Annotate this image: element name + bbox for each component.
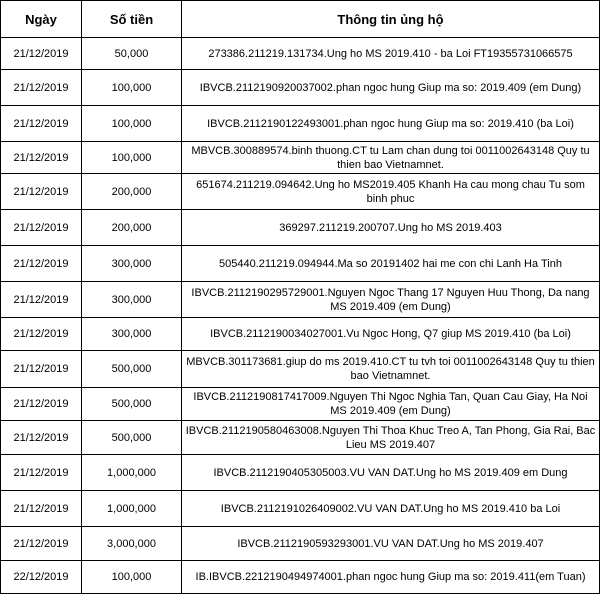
table-row [1,106,600,142]
row-date-cell: 21/12/2019 [1,318,82,351]
row-info-cell: IBVCB.2112190817417009.Nguyen Thi Ngoc Nghia Tan, Quan Cau Giay, Ha Noi MS 2019.409 (em Dung) [182,388,600,421]
row-date-cell: 21/12/2019 [1,142,82,174]
row-amount-cell: 1,000,000 [82,491,182,527]
row-amount-cell: 300,000 [82,246,182,282]
row-info-cell: IBVCB.2112190580463008.Nguyen Thi Thoa Khuc Treo A, Tan Phong, Gia Rai, Bac Lieu MS 2019.407 [182,421,600,455]
row-amount-cell: 500,000 [82,351,182,388]
table-row [1,174,600,210]
row-info-cell: IBVCB.2112190593293001.VU VAN DAT.Ung ho MS 2019.407 [182,527,600,561]
row-info-cell: IBVCB.2112190295729001.Nguyen Ngoc Thang 17 Nguyen Huu Thong, Da nang MS 2019.409 (em Dung) [182,282,600,318]
row-amount-cell: 3,000,000 [82,527,182,561]
row-amount-cell: 300,000 [82,282,182,318]
table-row [1,282,600,318]
row-amount-cell: 100,000 [82,70,182,106]
row-date-cell: 21/12/2019 [1,70,82,106]
row-amount-cell: 1,000,000 [82,455,182,491]
row-amount-cell: 500,000 [82,388,182,421]
row-date-cell: 21/12/2019 [1,351,82,388]
row-date-cell: 21/12/2019 [1,282,82,318]
row-date-cell: 22/12/2019 [1,561,82,594]
row-date-cell: 21/12/2019 [1,421,82,455]
table-row [1,527,600,561]
row-date-cell: 21/12/2019 [1,106,82,142]
row-info-cell: 505440.211219.094944.Ma so 20191402 hai me con chi Lanh Ha Tinh [182,246,600,282]
row-date-cell: 21/12/2019 [1,174,82,210]
row-amount-cell: 200,000 [82,174,182,210]
row-amount-cell: 500,000 [82,421,182,455]
row-info-cell: IBVCB.2112191026409002.VU VAN DAT.Ung ho MS 2019.410 ba Loi [182,491,600,527]
header-info: Thông tin ủng hộ [182,1,600,38]
table-header [1,1,600,38]
row-info-cell: IB.IBVCB.2212190494974001.phan ngoc hung Giup ma so: 2019.411(em Tuan) [182,561,600,594]
row-date-cell: 21/12/2019 [1,210,82,246]
row-amount-cell: 200,000 [82,210,182,246]
row-date-cell: 21/12/2019 [1,246,82,282]
row-info-cell: 273386.211219.131734.Ung ho MS 2019.410 - ba Loi FT19355731066575 [182,38,600,70]
row-info-cell: 369297.211219.200707.Ung ho MS 2019.403 [182,210,600,246]
row-date-cell: 21/12/2019 [1,388,82,421]
row-date-cell: 21/12/2019 [1,38,82,70]
table-row [1,70,600,106]
table-row [1,421,600,455]
table-row [1,246,600,282]
table-row [1,491,600,527]
row-amount-cell: 100,000 [82,106,182,142]
row-amount-cell: 50,000 [82,38,182,70]
table-row [1,455,600,491]
row-amount-cell: 300,000 [82,318,182,351]
row-info-cell: IBVCB.2112190405305003.VU VAN DAT.Ung ho MS 2019.409 em Dung [182,455,600,491]
header-amount: Số tiền [82,1,182,38]
header-row [1,1,600,38]
table-row [1,561,600,594]
table-row [1,142,600,174]
table-row [1,210,600,246]
table-row [1,318,600,351]
row-info-cell: MBVCB.300889574.binh thuong.CT tu Lam chan dung toi 0011002643148 Quy tu thien bao Vietnamnet. [182,142,600,174]
table-body [1,38,600,594]
row-info-cell: IBVCB.2112190034027001.Vu Ngoc Hong, Q7 giup MS 2019.410 (ba Loi) [182,318,600,351]
row-info-cell: IBVCB.2112190122493001.phan ngoc hung Giup ma so: 2019.410 (ba Loi) [182,106,600,142]
row-amount-cell: 100,000 [82,561,182,594]
row-info-cell: IBVCB.2112190920037002.phan ngoc hung Giup ma so: 2019.409 (em Dung) [182,70,600,106]
row-info-cell: MBVCB.301173681.giup do ms 2019.410.CT tu tvh toi 0011002643148 Quy tu thien bao Vietnamnet. [182,351,600,388]
row-date-cell: 21/12/2019 [1,527,82,561]
row-info-cell: 651674.211219.094642.Ung ho MS2019.405 Khanh Ha cau mong chau Tu som binh phuc [182,174,600,210]
table-row [1,388,600,421]
row-amount-cell: 100,000 [82,142,182,174]
table-row [1,38,600,70]
row-date-cell: 21/12/2019 [1,491,82,527]
header-date: Ngày [1,1,82,38]
row-date-cell: 21/12/2019 [1,455,82,491]
table-row [1,351,600,388]
